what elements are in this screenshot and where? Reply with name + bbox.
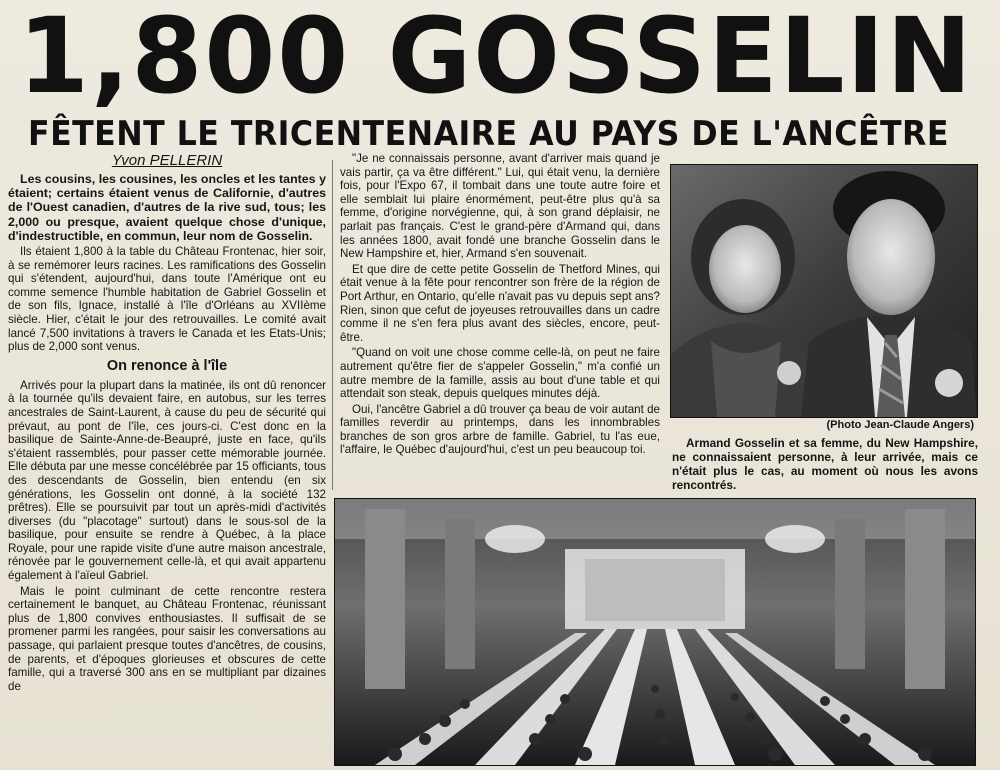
section-subtitle: On renonce à l'île (106, 357, 228, 374)
headline: 1,800 GOSSELIN (18, 0, 974, 117)
paragraph: Arrivés pour la plupart dans la matinée, ils ont dû renoncer à la tournée qu'ils devaient faire, en autobus, sur les terres ancestrales de Saint-Laurent, à cause du peu de sécurité qui prévaut, au pont de l'île, ces jours-ci. C'est donc en la basilique de Sainte-Anne-de-Beaupré, juste en face, qu'ils s'étaient rassemblés, pour passer cette mémorable journée. Elle débuta par une messe concélébrée par 15 officiants, tous des descendants de Gosselin, bien entendu (en six générations, les Gosselin ont donné, à la société 132 prêtres). Elle se poursuivit par tout un après-midi d'activités diverses (du "placotage" surtout) dans le sous-sol de la basilique, pour ensuite se rendre à Québec, à la place Royale, pour une rapide visite d'une autre maison ancestrale, rénovée par le gouvernement celle-là, et qui avait appartenu également à l'aïeul Gabriel. (8, 378, 326, 583)
paragraph: "Je ne connaissais personne, avant d'arriver mais quand je vais partir, ça va être différent." Lui, qui était venu, la dernière fois, pour l'Expo 67, il tombait dans une toute autre foire et elle semblait lui plaire énormément, peut-être plus qu'à sa femme, d'origine norvégienne, qui, à son grand déplaisir, ne parlait pas français. C'est le grand-père d'Armand qui, dans les années 1800, avait fondé une branche Gosselin dans le New Hampshire et, hier, Armand s'en souvenait. (340, 152, 660, 261)
paragraph: Et que dire de cette petite Gosselin de Thetford Mines, qui était venue à la fête pour rencontrer son frère de la région de Port Arthur, en Ontario, qu'elle n'avait pas vu depuis sept ans? Rien, sinon que cefut de joyeuses retrouvailles dans un cadre comme il ne s'en fera plus avant des siècles, encore, peut-être. (340, 262, 660, 344)
banquet-hall-photo (334, 498, 976, 766)
subheadline: FÊTENT LE TRICENTENAIRE AU PAYS DE L'ANCÊTRE (28, 114, 949, 154)
lede-paragraph: Les cousins, les cousines, les oncles et les tantes y étaient; certains étaient venus de Californie, d'autres de l'Ouest canadien, d'autres de la rive sud, tous; les 2,000 ou presque, avaient quelque chose d'unique, d'indestructible, en commun, leur nom de Gosselin. (8, 172, 326, 243)
photo-credit: (Photo Jean-Claude Angers) (826, 419, 974, 431)
column-rule (332, 160, 333, 490)
paragraph: Ils étaient 1,800 à la table du Château Frontenac, hier soir, à se remémorer leurs racines. Les ramifications des Gosselin qui s'étendent, aujourd'hui, dans toute l'Amérique ont eu comme semence l'humble habitation de Gabriel Gosselin et de son fils, Ignace, installé à l'île d'Orléans au XVIIème siècle. Hier, c'était le jour des retrouvailles. Le comité avait lancé 7,500 invitations à travers le Canada et les Etats-Unis; plus de 2,000 sont venus. (8, 245, 326, 354)
portrait-photo-image (671, 165, 977, 417)
article-column-1 (8, 152, 326, 764)
portrait-photo (670, 164, 978, 418)
banquet-hall-photo-image (335, 499, 975, 765)
photo-caption: Armand Gosselin et sa femme, du New Hampshire, ne connaissaient personne, à leur arrivée, mais ce n'était plus le cas, au moment où nous les avons rencontrés. (672, 436, 978, 492)
article-column-2 (340, 152, 660, 492)
paragraph: "Quand on voit une chose comme celle-là, on peut ne faire autrement qu'être fier de s'appeler Gosselin," m'a confié un autre membre de la famille, assis au bout d'une table et qui attendait son steak, depuis quelques minutes déjà. (340, 346, 660, 401)
byline: Yvon PELLERIN (111, 152, 223, 169)
paragraph: Oui, l'ancêtre Gabriel a dû trouver ça beau de voir autant de familles reverdir au printemps, dans les innombrables branches de son gros arbre de famille. Gabriel, tu l'as eue, l'affaire, le Québec d'aujourd'hui, c'est un peu beaucoup toi. (340, 402, 660, 457)
paragraph: Mais le point culminant de cette rencontre restera certainement le banquet, au Château Frontenac, réunissant plus de 1,800 convives enthousiastes. Il suffisait de se promener parmi les rangées, pour saisir les conversations au passage, qui parlaient presque toutes d'ancêtres, de cousins, de parents, et d'époques glorieuses et obscures de cette famille, qui a traversé 300 ans en se multipliant par dizaines de (8, 584, 326, 693)
